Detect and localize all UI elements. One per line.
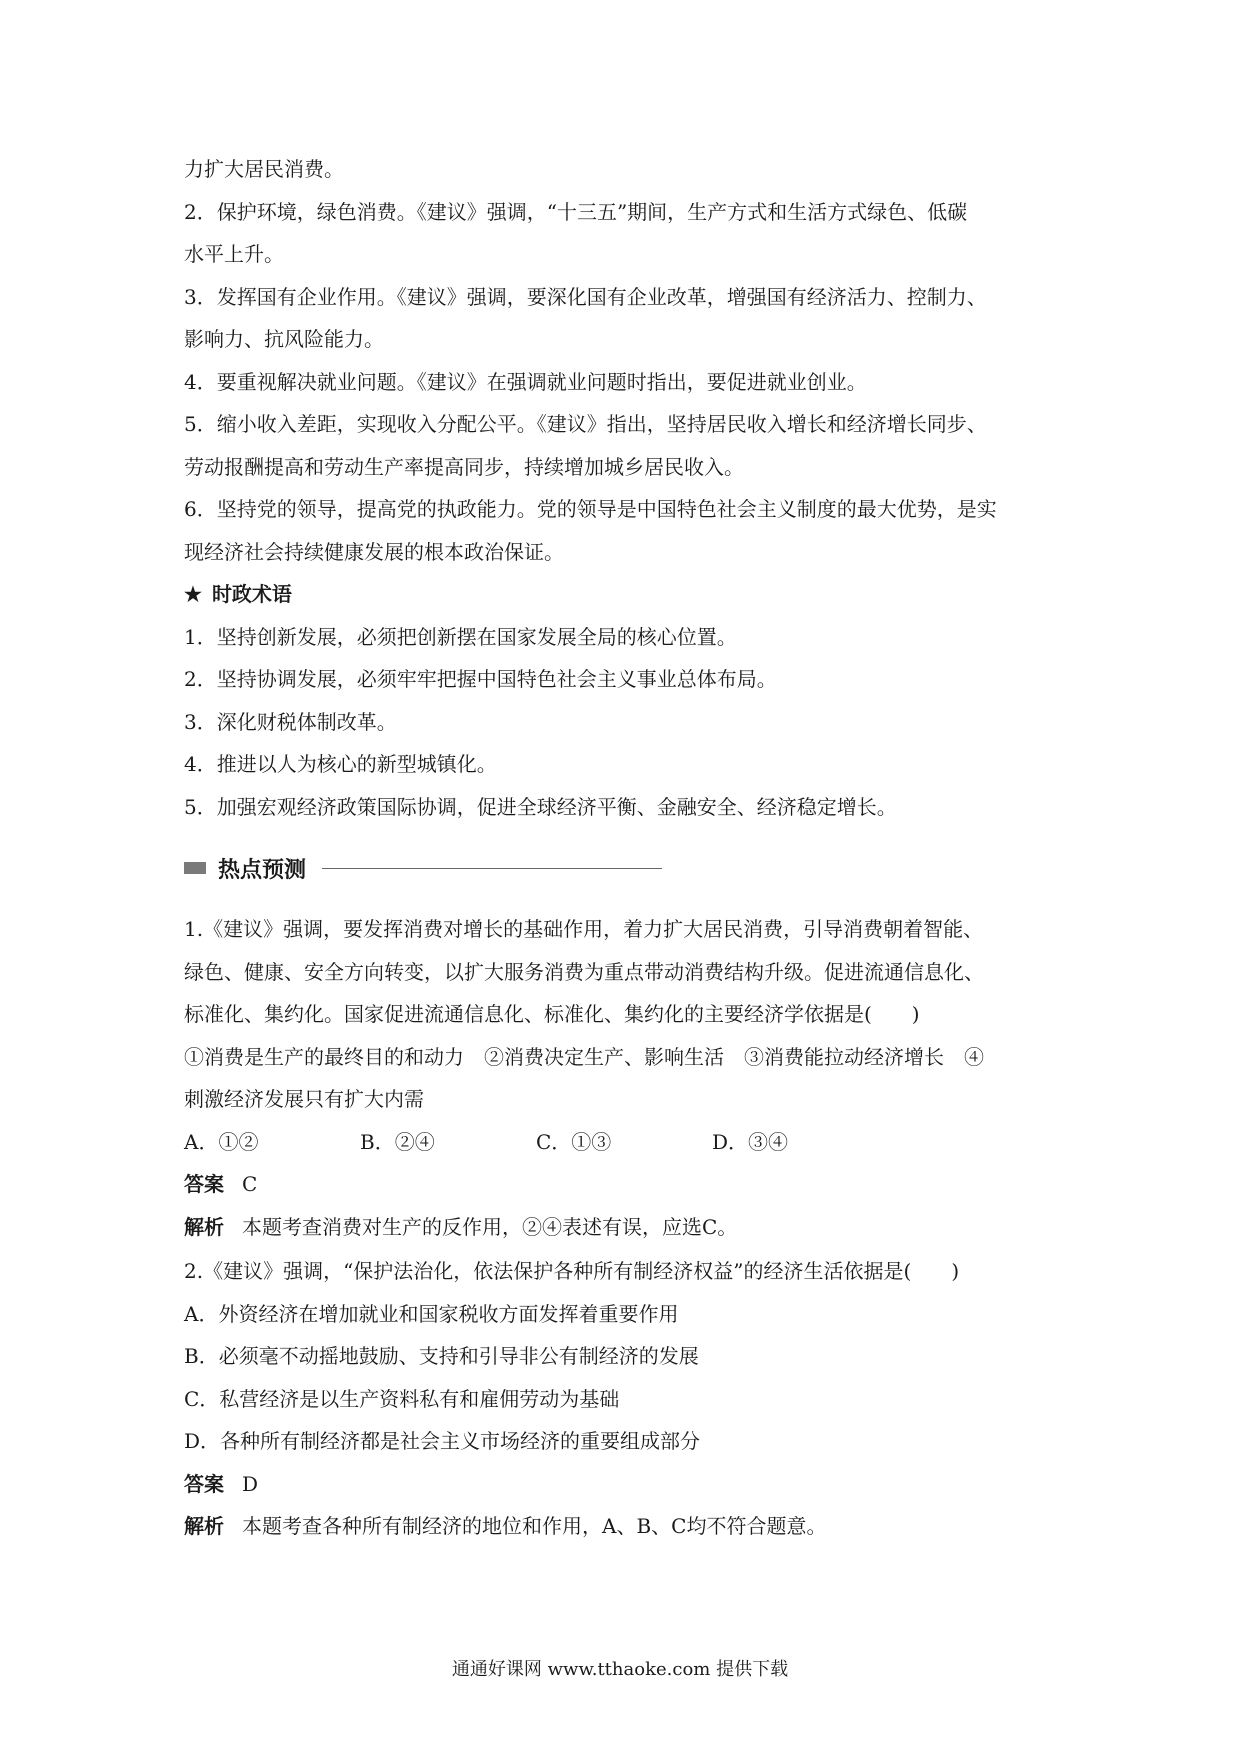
question-line: 标准化、集约化。国家促进流通信息化、标准化、集约化的主要经济学依据是( ) — [184, 1002, 920, 1026]
term-item: 2．坚持协调发展，必须牢牢把握中国特色社会主义事业总体布局。 — [184, 667, 777, 691]
page-footer: 通通好课网 www.tthaoke.com 提供下载 — [451, 1659, 789, 1680]
option-b: B．必须毫不动摇地鼓励、支持和引导非公有制经济的发展 — [184, 1344, 699, 1368]
options-row — [184, 1121, 1064, 1164]
explanation — [184, 1505, 1064, 1548]
text-line: 3．发挥国有企业作用。《建议》强调，要深化国有企业改革，增强国有经济活力、控制力、 — [184, 284, 987, 309]
explanation-text: 本题考查消费对生产的反作用，②④表述有误，应选C。 — [242, 1214, 738, 1239]
answer-value: D — [242, 1471, 259, 1496]
explanation-label: 解析 — [184, 1214, 224, 1239]
option-d: D．各种所有制经济都是社会主义市场经济的重要组成部分 — [184, 1429, 701, 1453]
terms-block — [184, 573, 1064, 828]
text-line: 影响力、抗风险能力。 — [184, 327, 384, 351]
text-line: 5．缩小收入差距，实现收入分配公平。《建议》指出，坚持居民收入增长和经济增长同步、 — [184, 412, 987, 436]
question-line: 绿色、健康、安全方向转变，以扩大服务消费为重点带动消费结构升级。促进流通信息化、 — [184, 959, 984, 984]
intro-block — [184, 148, 1064, 573]
question-1 — [184, 908, 1064, 1248]
question-line: 2.《建议》强调，“保护法治化，依法保护各种所有制经济权益”的经济生活依据是( ) — [184, 1259, 960, 1283]
option-d: D．③④ — [712, 1129, 789, 1154]
option-c: C．私营经济是以生产资料私有和雇佣劳动为基础 — [184, 1386, 620, 1411]
option-c: C．①③ — [536, 1129, 612, 1154]
section-title: 热点预测 — [218, 857, 307, 883]
section-marker-icon — [184, 862, 206, 874]
terms-heading — [184, 573, 1064, 616]
text-line: 水平上升。 — [184, 242, 284, 266]
explanation-text: 本题考查各种所有制经济的地位和作用，A、B、C均不符合题意。 — [242, 1514, 827, 1538]
text-line: 劳动报酬提高和劳动生产率提高同步，持续增加城乡居民收入。 — [184, 454, 744, 479]
answer-value: C — [242, 1172, 258, 1196]
page-content — [184, 148, 1064, 1548]
term-item: 5．加强宏观经济政策国际协调，促进全球经济平衡、金融安全、经济稳定增长。 — [184, 794, 897, 819]
question-line: 刺激经济发展只有扩大内需 — [184, 1087, 424, 1111]
text-line: 力扩大居民消费。 — [184, 157, 344, 181]
answer-label: 答案 — [184, 1471, 224, 1496]
text-line: 6．坚持党的领导，提高党的执政能力。党的领导是中国特色社会主义制度的最大优势，是实 — [184, 497, 997, 521]
option-a: A．外资经济在增加就业和国家税收方面发挥着重要作用 — [184, 1301, 679, 1326]
text-line: 4．要重视解决就业问题。《建议》在强调就业问题时指出，要促进就业创业。 — [184, 369, 867, 394]
section-rule — [322, 868, 662, 869]
question-line: ①消费是生产的最终目的和动力 ②消费决定生产、影响生活 ③消费能拉动经济增长 ④ — [184, 1044, 984, 1069]
answer-label: 答案 — [184, 1172, 224, 1196]
explanation-label: 解析 — [184, 1514, 224, 1538]
text-line: 2．保护环境，绿色消费。《建议》强调，“十三五”期间，生产方式和生活方式绿色、低碳 — [184, 199, 968, 224]
section-heading — [184, 846, 1064, 890]
answer — [184, 1163, 1064, 1206]
explanation — [184, 1206, 1064, 1249]
terms-heading-text: 时政术语 — [211, 582, 292, 606]
term-item: 4．推进以人为核心的新型城镇化。 — [184, 752, 497, 776]
option-b: B．②④ — [360, 1129, 435, 1154]
term-item: 1．坚持创新发展，必须把创新摆在国家发展全局的核心位置。 — [184, 624, 737, 649]
star-icon: ★ — [184, 582, 202, 606]
question-2 — [184, 1250, 1064, 1548]
text-line: 现经济社会持续健康发展的根本政治保证。 — [184, 539, 564, 564]
answer — [184, 1463, 1064, 1506]
term-item: 3．深化财税体制改革。 — [184, 709, 397, 734]
question-line: 1.《建议》强调，要发挥消费对增长的基础作用，着力扩大居民消费，引导消费朝着智能、 — [184, 917, 984, 941]
option-a: A．①② — [184, 1129, 259, 1154]
